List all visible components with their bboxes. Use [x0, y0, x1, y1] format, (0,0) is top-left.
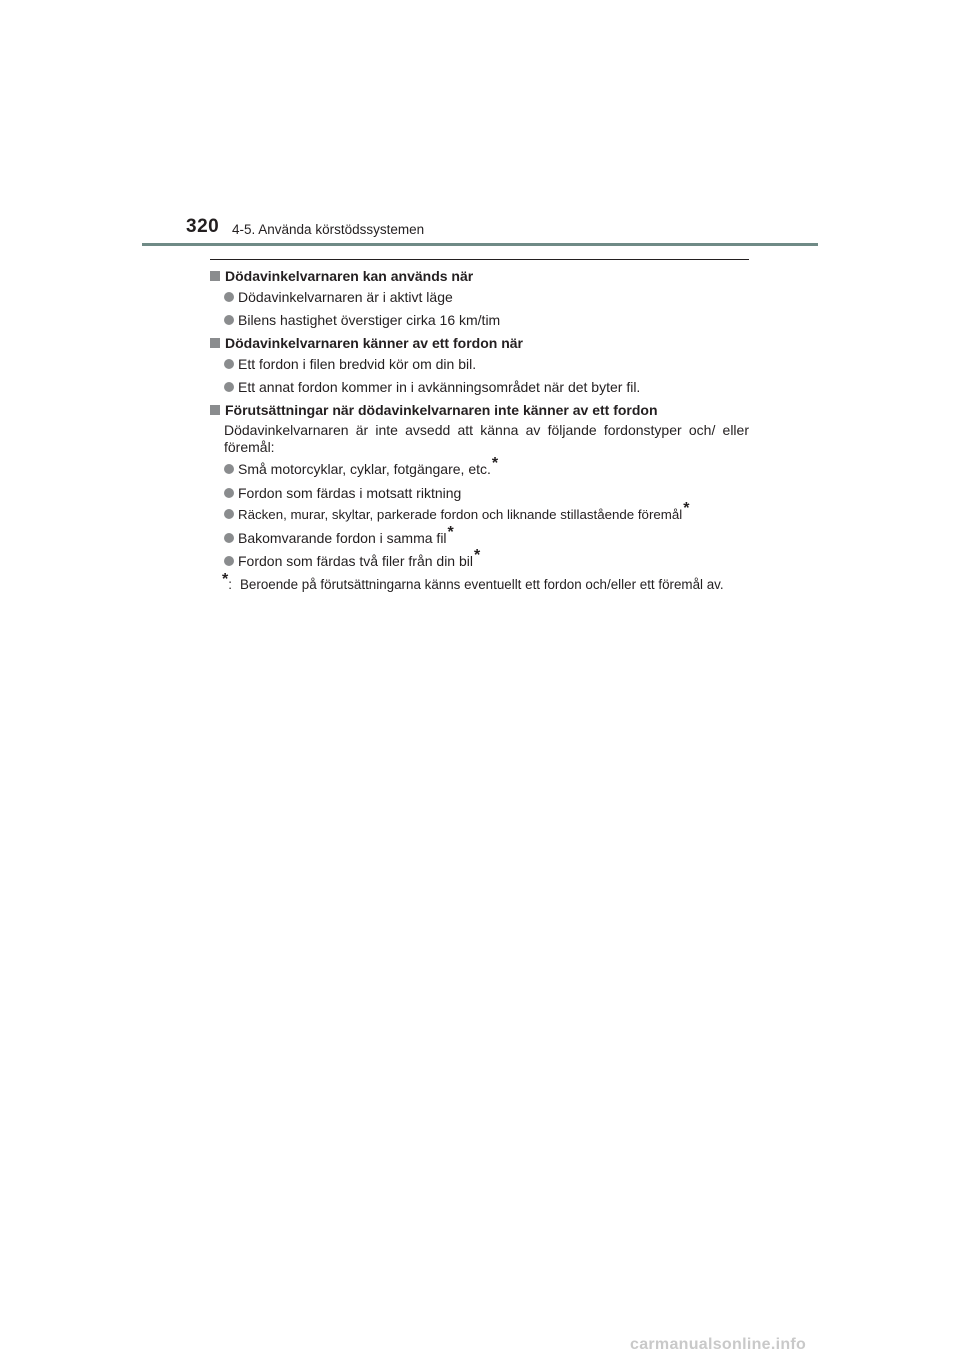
- page-number: 320: [186, 216, 220, 237]
- bullet-text-content: Räcken, murar, skyltar, parkerade fordon och liknande stillastående föremål: [238, 507, 683, 522]
- section-paragraph: Dödavinkelvarnaren är inte avsedd att känna av följande fordonstyper och/ eller föremål:: [224, 422, 749, 455]
- footnote-separator: :: [228, 576, 232, 592]
- footnote-mark: [222, 570, 240, 593]
- heading-section-2: [210, 333, 749, 353]
- heading-section-3: [210, 400, 749, 420]
- watermark: carmanualsonline.info: [630, 1336, 807, 1353]
- content-top-rule: [210, 259, 749, 260]
- asterisk-mark: *: [447, 523, 454, 541]
- bullet-text: [238, 500, 690, 524]
- bullet-text: Ett annat fordon kommer in i avkänningsområdet när det byter fil.: [238, 378, 641, 395]
- round-bullet-icon: [224, 533, 234, 543]
- round-bullet-icon: [224, 359, 234, 369]
- bullet-text: Bilens hastighet överstiger cirka 16 km/tim: [238, 311, 501, 328]
- bullet-text: [238, 523, 454, 548]
- asterisk-mark: *: [683, 500, 690, 517]
- content: [210, 259, 749, 593]
- square-bullet-icon: [210, 338, 220, 348]
- bullet-item: [224, 484, 749, 502]
- bullet-item: [224, 355, 749, 373]
- bullet-text-content: Små motorcyklar, cyklar, fotgängare, etc.: [238, 461, 491, 477]
- round-bullet-icon: [224, 382, 234, 392]
- asterisk-mark: *: [474, 547, 481, 564]
- bullet-text-content: Fordon som färdas två filer från din bil: [238, 553, 473, 569]
- bullet-text: Fordon som färdas i motsatt riktning: [238, 484, 462, 501]
- bullet-item: [224, 288, 749, 306]
- round-bullet-icon: [224, 292, 234, 302]
- bullet-text: Dödavinkelvarnaren är i aktivt läge: [238, 289, 453, 305]
- round-bullet-icon: [224, 509, 234, 519]
- header-rule: [142, 243, 818, 246]
- bullet-item: [224, 311, 749, 329]
- bullet-item: [224, 523, 749, 548]
- footnote-text: Beroende på förutsättningarna känns eventuellt ett fordon och/eller ett föremål av.: [240, 576, 724, 592]
- heading-section-1: [210, 266, 749, 286]
- section-title: 4-5. Använda körstödssystemen: [232, 222, 425, 237]
- asterisk-mark: *: [491, 455, 499, 472]
- bullet-text: [238, 455, 499, 479]
- round-bullet-icon: [224, 315, 234, 325]
- round-bullet-icon: [224, 556, 234, 566]
- round-bullet-icon: [224, 488, 234, 498]
- bullet-item: [224, 547, 749, 571]
- bullet-item: [224, 378, 749, 396]
- heading-text: Dödavinkelvarnaren kan används när: [225, 268, 474, 284]
- bullet-text: [238, 547, 481, 571]
- heading-text: Dödavinkelvarnaren känner av ett fordon när: [225, 335, 523, 351]
- footnote: [222, 570, 749, 593]
- square-bullet-icon: [210, 405, 220, 415]
- bullet-text-content: Bakomvarande fordon i samma fil: [238, 529, 447, 546]
- footnote-asterisk: *: [222, 570, 229, 588]
- square-bullet-icon: [210, 271, 220, 281]
- bullet-text: Ett fordon i filen bredvid kör om din bil.: [238, 356, 477, 372]
- bullet-item: [224, 500, 749, 524]
- heading-text: Förutsättningar när dödavinkelvarnaren inte känner av ett fordon: [225, 402, 658, 418]
- bullet-item: [224, 455, 749, 479]
- round-bullet-icon: [224, 464, 234, 474]
